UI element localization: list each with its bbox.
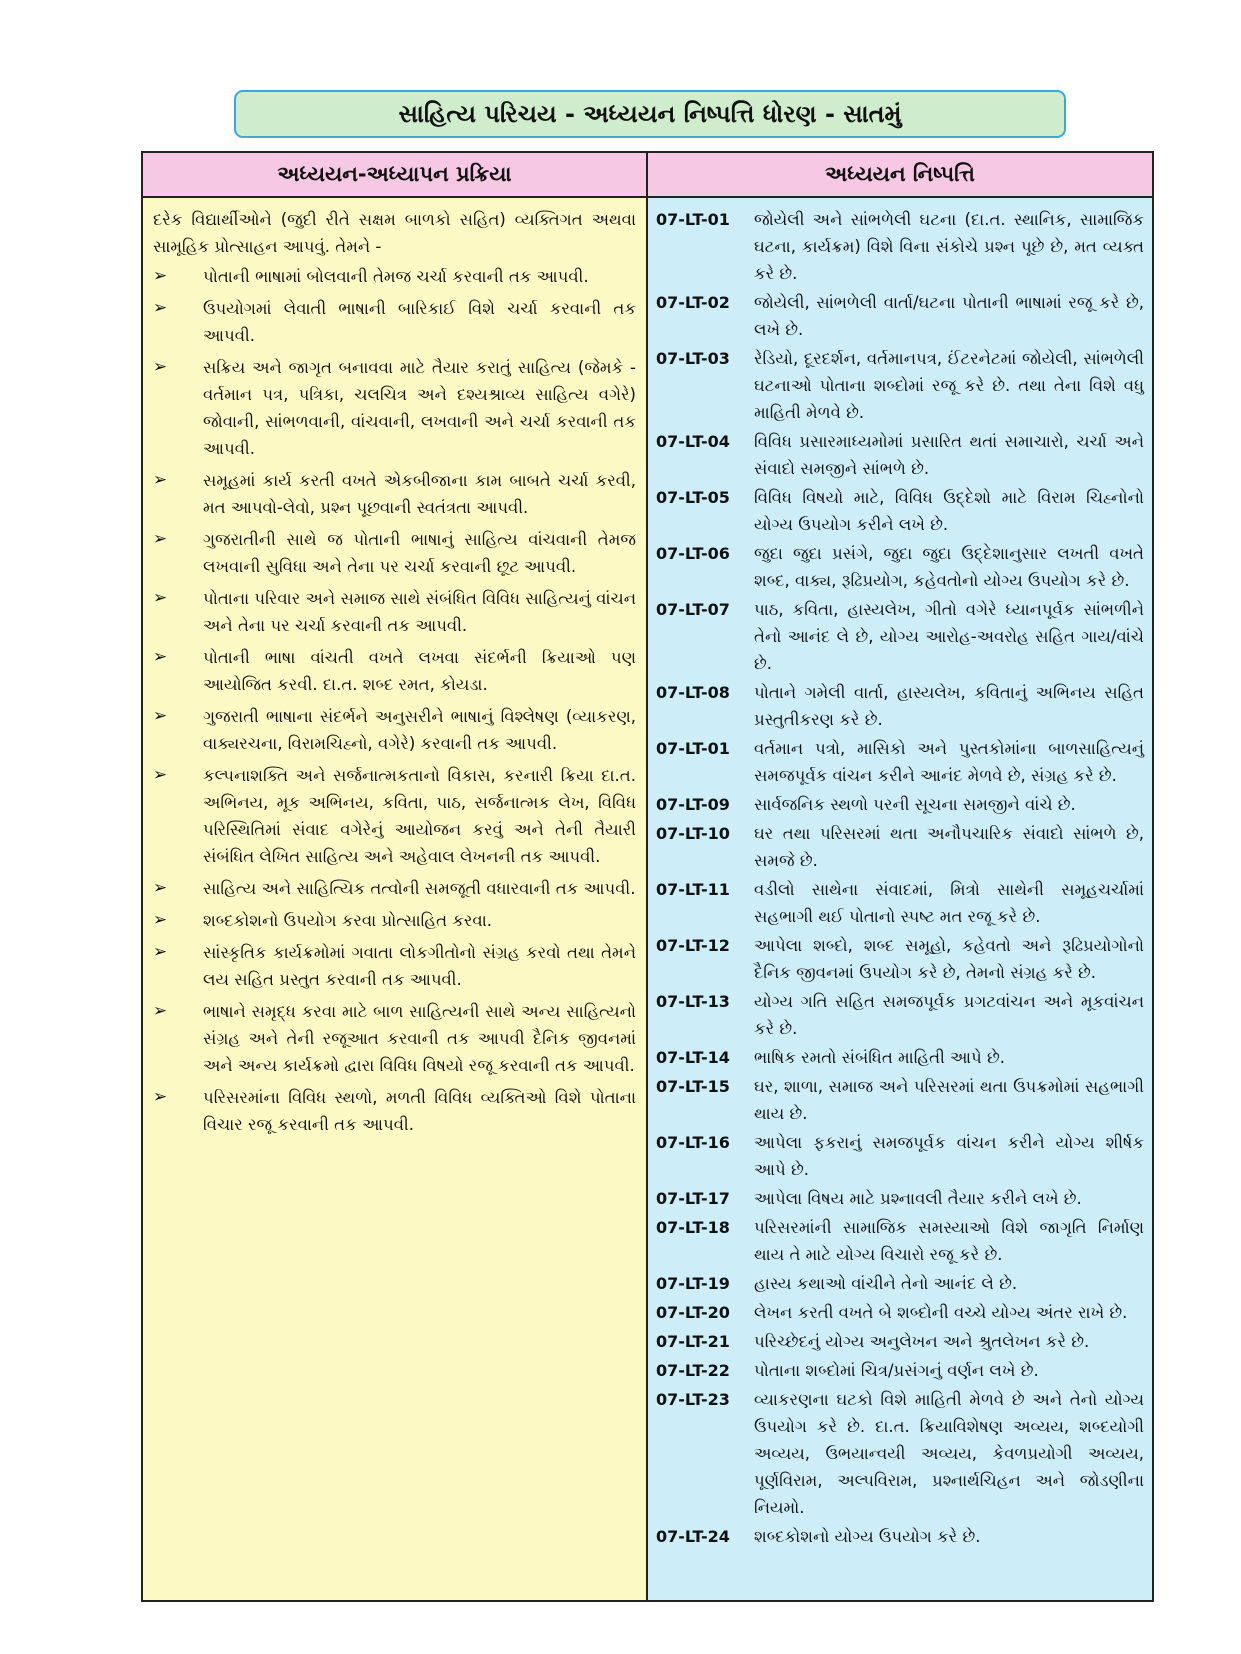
outcome-text: આપેલા વિષય માટે પ્રશ્નાવલી તૈયાર કરીને લખે છે. (754, 1189, 1082, 1208)
outcome-text: જોયેલી અને સાંભળેલી ઘટના (દા.ત. સ્થાનિક, સામાજિક ઘટના, કાર્યક્રમ) વિશે વિના સંકોચે પ્રશ્ન પૂછે છે, મત વ્યક્ત કરે છે. (754, 210, 1144, 283)
process-item (153, 585, 636, 639)
outcome-item (656, 932, 1144, 986)
outcome-code: 07-LT-07 (656, 600, 730, 619)
arrow-bullet-icon: ➢ (153, 647, 168, 667)
outcome-item (656, 206, 1144, 287)
outcome-item (656, 1328, 1144, 1355)
outcome-code: 07-LT-18 (656, 1218, 730, 1237)
process-list (153, 263, 636, 1138)
right-header-label: અધ્યયન નિષ્પત્તિ (825, 162, 975, 186)
process-item-text: પોતાના પરિવાર અને સમાજ સાથે સંબંધિત વિવિધ સાહિત્યનું વાંચન અને તેના પર ચર્ચા કરવાની તક આપવી. (203, 589, 636, 635)
outcome-text: વડીલો સાથેના સંવાદમાં, મિત્રો સાથેની સમૂહચર્ચામાં સહભાગી થઈ પોતાનો સ્પષ્ટ મત રજૂ કરે છે. (754, 880, 1144, 926)
outcome-item (656, 1357, 1144, 1384)
outcome-text: સાર્વજનિક સ્થળો પરની સૂચના સમજીને વાંચે છે. (754, 795, 1076, 814)
arrow-bullet-icon: ➢ (153, 1087, 168, 1107)
outcome-code: 07-LT-11 (656, 880, 730, 899)
outcome-code: 07-LT-16 (656, 1133, 730, 1152)
outcome-item (656, 484, 1144, 538)
outcome-item (656, 820, 1144, 874)
process-item (153, 526, 636, 580)
outcome-code: 07-LT-22 (656, 1361, 730, 1380)
process-item (153, 939, 636, 993)
left-column-header (143, 153, 648, 198)
process-item (153, 644, 636, 698)
outcome-item (656, 1299, 1144, 1326)
outcome-item (656, 1185, 1144, 1212)
arrow-bullet-icon: ➢ (153, 470, 168, 490)
process-item-text: સાંસ્કૃતિક કાર્યક્રમોમાં ગવાતા લોકગીતોનો સંગ્રહ કરવો તથા તેમને લય સહિત પ્રસ્તુત કરવાની તક આપવી. (203, 943, 636, 989)
outcome-item (656, 876, 1144, 930)
arrow-bullet-icon: ➢ (153, 765, 168, 785)
outcome-text: ઘર તથા પરિસરમાં થતા અનૌપચારિક સંવાદો સાંભળે છે, સમજે છે. (754, 824, 1144, 870)
outcome-text: પોતાને ગમેલી વાર્તા, હાસ્યલેખ, કવિતાનું અભિનય સહિત પ્રસ્તુતીકરણ કરે છે. (754, 683, 1144, 729)
outcome-item (656, 289, 1144, 343)
process-item (153, 703, 636, 757)
title-banner (234, 90, 1066, 138)
right-column-header (648, 153, 1152, 198)
outcome-code: 07-LT-12 (656, 936, 730, 955)
outcome-text: વ્યાકરણના ઘટકો વિશે માહિતી મેળવે છે અને તેનો યોગ્ય ઉપયોગ કરે છે. દા.ત. ક્રિયાવિશેષણ અવ્યય, શબ્દયોગી અવ્યય, ઉભયાન્વયી અવ્યય, કેવળપ્રયોગી અવ્યય, પૂર્ણવિરામ, અલ્પવિરામ, પ્રશ્નાર્થચિહન અને જોડણીના નિયમો. (754, 1390, 1144, 1517)
process-item (153, 998, 636, 1079)
teaching-process-column (143, 198, 648, 1600)
process-item (153, 263, 636, 290)
outcome-code: 07-LT-13 (656, 992, 730, 1011)
process-item-text: સાહિત્ય અને સાહિત્યિક તત્વોની સમજૂતી વધારવાની તક આપવી. (203, 879, 636, 898)
outcome-text: પાઠ, કવિતા, હાસ્યલેખ, ગીતો વગેરે ધ્યાનપૂર્વક સાંભળીને તેનો આનંદ લે છે, યોગ્ય આરોહ-અવરોહ સહિત ગાય/વાંચે છે. (754, 600, 1144, 673)
outcome-text: ભાષિક રમતો સંબંધિત માહિતી આપે છે. (754, 1048, 1006, 1067)
outcome-code: 07-LT-21 (656, 1332, 730, 1351)
arrow-bullet-icon: ➢ (153, 357, 168, 377)
process-item (153, 907, 636, 934)
process-item-text: કલ્પનાશક્તિ અને સર્જનાત્મકતાનો વિકાસ, કરનારી ક્રિયા દા.ત. અભિનય, મૂક અભિનય, કવિતા, પાઠ, સર્જનાત્મક લેખ, વિવિધ પરિસ્થિતિમાં સંવાદ વગેરેનું આયોજન કરવું અને તેની તૈયારી સંબંધિત લેખિત સાહિત્ય અને અહેવાલ લેખનની તક આપવી. (203, 766, 636, 866)
outcome-text: રેડિયો, દૂરદર્શન, વર્તમાનપત્ર, ઈંટરનેટમાં જોયેલી, સાંભળેલી ઘટનાઓ પોતાના શબ્દોમાં રજૂ કરે છે. તથા તેના વિશે વધુ માહિતી મેળવે છે. (754, 349, 1144, 422)
process-item-text: ઉપયોગમાં લેવાતી ભાષાની બારિકાઈ વિશે ચર્ચા કરવાની તક આપવી. (203, 299, 636, 345)
outcome-item (656, 1386, 1144, 1521)
outcome-list (656, 206, 1144, 1550)
process-item-text: પોતાની ભાષામાં બોલવાની તેમજ ચર્ચા કરવાની તક આપવી. (203, 267, 589, 286)
outcome-text: યોગ્ય ગતિ સહિત સમજપૂર્વક પ્રગટવાંચન અને મૂકવાંચન કરે છે. (754, 992, 1144, 1038)
outcome-code: 07-LT-04 (656, 432, 730, 451)
outcome-text: જોયેલી, સાંભળેલી વાર્તા/ઘટના પોતાની ભાષામાં રજૂ કરે છે, લખે છે. (754, 293, 1144, 339)
outcome-item (656, 1044, 1144, 1071)
outcome-item (656, 1214, 1144, 1268)
process-item-text: ગુજરાતીની સાથે જ પોતાની ભાષાનું સાહિત્ય વાંચવાની તેમજ લખવાની સુવિધા અને તેના પર ચર્ચા કરવાની છૂટ આપવી. (203, 530, 636, 576)
arrow-bullet-icon: ➢ (153, 910, 168, 930)
arrow-bullet-icon: ➢ (153, 266, 168, 286)
outcome-code: 07-LT-19 (656, 1274, 730, 1293)
outcome-item (656, 1073, 1144, 1127)
learning-outcomes-column (648, 198, 1152, 1600)
process-item-text: સક્રિય અને જાગૃત બનાવવા માટે તૈયાર કરાતું સાહિત્ય (જેમકે - વર્તમાન પત્ર, પત્રિકા, ચલચિત્ર અને દશ્યશ્રાવ્ય સાહિત્ય વગેરે) જોવાની, સાંભળવાની, વાંચવાની, લખવાની અને ચર્ચા કરવાની તક આપવી. (203, 358, 636, 458)
outcome-item (656, 1270, 1144, 1297)
page-title: સાહિત્ય પરિચય - અધ્યયન નિષ્પત્તિ ધોરણ - સાતમું (398, 100, 902, 128)
arrow-bullet-icon: ➢ (153, 298, 168, 318)
outcome-text: આપેલા ફકરાનું સમજપૂર્વક વાંચન કરીને યોગ્ય શીર્ષક આપે છે. (754, 1133, 1144, 1179)
outcome-text: પરિસરમાંની સામાજિક સમસ્યાઓ વિશે જાગૃતિ નિર્માણ થાય તે માટે યોગ્ય વિચારો રજૂ કરે છે. (754, 1218, 1144, 1264)
outcome-item (656, 679, 1144, 733)
process-item-text: પોતાની ભાષા વાંચતી વખતે લખવા સંદર્ભની ક્રિયાઓ પણ આયોજિત કરવી. દા.ત. શબ્દ રમત, કોયડા. (203, 648, 636, 694)
process-item (153, 467, 636, 521)
outcomes-table (141, 151, 1154, 1602)
outcome-text: પોતાના શબ્દોમાં ચિત્ર/પ્રસંગનું વર્ણન લખે છે. (754, 1361, 1039, 1380)
outcome-code: 07-LT-20 (656, 1303, 730, 1322)
process-item-text: શબ્દકોશનો ઉપયોગ કરવા પ્રોત્સાહિત કરવા. (203, 911, 493, 930)
outcome-item (656, 791, 1144, 818)
outcome-text: વર્તમાન પત્રો, માસિકો અને પુસ્તકોમાંના બાળસાહિત્યનું સમજપૂર્વક વાંચન કરીને આનંદ મેળવે છે, સંગ્રહ કરે છે. (754, 739, 1144, 785)
outcome-code: 07-LT-14 (656, 1048, 730, 1067)
outcome-item (656, 345, 1144, 426)
outcome-text: ઘર, શાળા, સમાજ અને પરિસરમાં થતા ઉપક્રમોમાં સહભાગી થાય છે. (754, 1077, 1144, 1123)
outcome-item (656, 428, 1144, 482)
outcome-code: 07-LT-03 (656, 349, 730, 368)
outcome-code: 07-LT-10 (656, 824, 730, 843)
intro-text: દરેક વિદ્યાર્થીઓને (જુદી રીતે સક્ષમ બાળકો સહિત) વ્યક્તિગત અથવા સામૂહિક પ્રોત્સાહન આપવું. તેમને - (153, 210, 636, 256)
outcome-code: 07-LT-05 (656, 488, 730, 507)
arrow-bullet-icon: ➢ (153, 529, 168, 549)
outcome-code: 07-LT-09 (656, 795, 730, 814)
arrow-bullet-icon: ➢ (153, 942, 168, 962)
outcome-code: 07-LT-06 (656, 544, 730, 563)
outcome-code: 07-LT-23 (656, 1390, 730, 1409)
outcome-code: 07-LT-01 (656, 210, 730, 229)
outcome-text: જુદા જુદા પ્રસંગે, જુદા જુદા ઉદ્દેશાનુસાર લખતી વખતે શબ્દ, વાક્ય, રૂઢિપ્રયોગ, કહેવતોનો યોગ્ય ઉપયોગ કરે છે. (754, 544, 1144, 590)
outcome-text: લેખન કરતી વખતે બે શબ્દોની વચ્ચે યોગ્ય અંતર રાખે છે. (754, 1303, 1128, 1322)
arrow-bullet-icon: ➢ (153, 878, 168, 898)
process-item-text: ગુજરાતી ભાષાના સંદર્ભને અનુસરીને ભાષાનું વિશ્લેષણ (વ્યાકરણ, વાક્યરચના, વિરામચિહ્નો, વગેરે) કરવાની તક આપવી. (203, 707, 636, 753)
outcome-code: 07-LT-15 (656, 1077, 730, 1096)
process-item (153, 762, 636, 870)
outcome-text: હાસ્ય કથાઓ વાંચીને તેનો આનંદ લે છે. (754, 1274, 1018, 1293)
outcome-item (656, 1129, 1144, 1183)
process-item-text: ભાષાને સમૃદ્ધ કરવા માટે બાળ સાહિત્યની સાથે અન્ય સાહિત્યનો સંગ્રહ અને તેની રજૂઆત કરવાની તક આપવી દૈનિક જીવનમાં અને અન્ય કાર્યક્રમો દ્વારા વિવિધ વિષયો રજૂ કરવાની તક આપવી. (203, 1002, 636, 1075)
arrow-bullet-icon: ➢ (153, 588, 168, 608)
process-item (153, 295, 636, 349)
process-item-text: સમૂહમાં કાર્ય કરતી વખતે એકબીજાના કામ બાબતે ચર્ચા કરવી, મત આપવો-લેવો, પ્રશ્ન પૂછવાની સ્વતંત્રતા આપવી. (203, 471, 636, 517)
process-item (153, 354, 636, 462)
process-item (153, 1084, 636, 1138)
left-header-label: અધ્યયન-અધ્યાપન પ્રક્રિયા (277, 162, 512, 186)
outcome-text: વિવિધ વિષયો માટે, વિવિધ ઉદ્દેશો માટે વિરામ ચિહ્નોનો યોગ્ય ઉપયોગ કરીને લખે છે. (754, 488, 1144, 534)
outcome-item (656, 540, 1144, 594)
outcome-item (656, 1523, 1144, 1550)
outcome-item (656, 735, 1144, 789)
outcome-code: 07-LT-17 (656, 1189, 730, 1208)
outcome-code: 07-LT-02 (656, 293, 730, 312)
process-item (153, 875, 636, 902)
outcome-text: પરિચ્છેદનું યોગ્ય અનુલેખન અને શ્રુતલેખન કરે છે. (754, 1332, 1090, 1351)
outcome-item (656, 596, 1144, 677)
outcome-code: 07-LT-01 (656, 739, 730, 758)
outcome-text: વિવિધ પ્રસારમાધ્યમોમાં પ્રસારિત થતાં સમાચારો, ચર્ચા અને સંવાદો સમજીને સાંભળે છે. (754, 432, 1144, 478)
outcome-code: 07-LT-08 (656, 683, 730, 702)
outcome-text: શબ્દકોશનો યોગ્ય ઉપયોગ કરે છે. (754, 1527, 981, 1546)
outcome-code: 07-LT-24 (656, 1527, 730, 1546)
outcome-item (656, 988, 1144, 1042)
arrow-bullet-icon: ➢ (153, 706, 168, 726)
process-item-text: પરિસરમાંના વિવિધ સ્થળો, મળતી વિવિધ વ્યક્તિઓ વિશે પોતાના વિચાર રજૂ કરવાની તક આપવી. (203, 1088, 636, 1134)
outcome-text: આપેલા શબ્દો, શબ્દ સમૂહો, કહેવતો અને રૂઢિપ્રયોગોનો દૈનિક જીવનમાં ઉપયોગ કરે છે, તેમનો સંગ્રહ કરે છે. (754, 936, 1144, 982)
arrow-bullet-icon: ➢ (153, 1001, 168, 1021)
